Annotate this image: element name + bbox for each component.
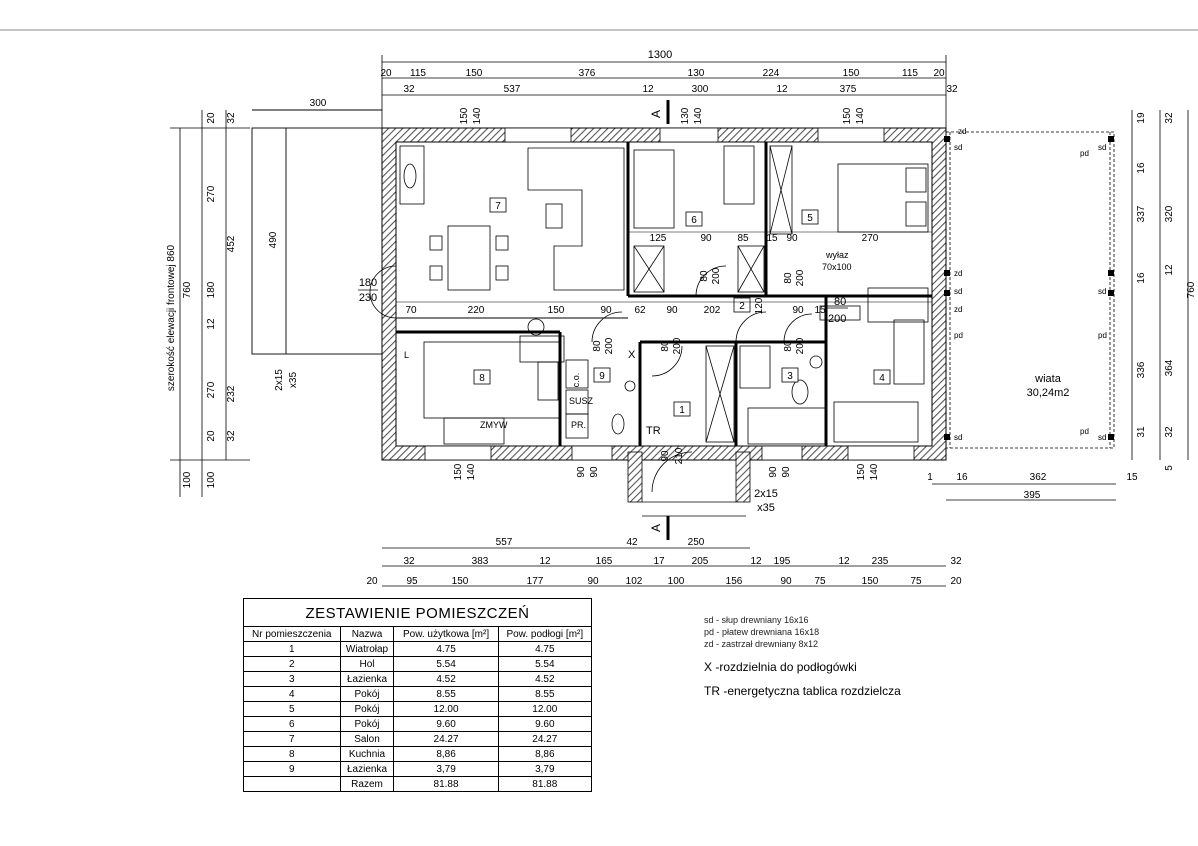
svg-text:ZMYW: ZMYW	[480, 420, 508, 430]
room-schedule-table	[243, 598, 592, 792]
svg-text:150: 150	[465, 68, 483, 79]
left-dims-text	[182, 112, 237, 488]
svg-text:zd: zd	[954, 305, 963, 314]
legend-pd: pd - płatew drewniana 16x18	[704, 627, 820, 637]
svg-text:zd: zd	[958, 127, 967, 136]
svg-text:80: 80	[592, 340, 603, 352]
svg-text:20: 20	[206, 430, 217, 442]
svg-text:760: 760	[182, 281, 193, 299]
terrace-dims-text	[927, 472, 1138, 501]
legend-tr: TR -energetyczna tablica rozdzielcza	[704, 684, 901, 698]
legend-x: X -rozdzielnia do podłogówki	[704, 660, 857, 674]
svg-text:pd: pd	[1098, 331, 1107, 340]
top-dims-row2	[403, 84, 958, 95]
terrace-area: 30,24m2	[1026, 387, 1070, 399]
svg-text:pd: pd	[954, 331, 963, 340]
svg-text:165: 165	[595, 556, 613, 567]
svg-text:90: 90	[786, 233, 798, 244]
top-dims-row1	[380, 68, 945, 79]
svg-text:sd: sd	[954, 143, 963, 152]
svg-text:150: 150	[861, 576, 879, 587]
svg-text:250: 250	[687, 537, 705, 548]
header-number: Nr pomieszczenia	[244, 627, 341, 642]
svg-text:90: 90	[666, 305, 678, 316]
legend-zd: zd - zastrzał drewniany 8x12	[704, 639, 819, 649]
svg-text:12: 12	[1164, 264, 1175, 276]
svg-text:TR: TR	[646, 425, 661, 437]
svg-text:SUSZ: SUSZ	[569, 396, 594, 406]
bottom-dims-row2	[403, 556, 962, 567]
svg-text:80: 80	[699, 270, 710, 282]
svg-text:200: 200	[795, 337, 806, 355]
svg-text:102: 102	[625, 576, 643, 587]
table-row: 9 Łazienka 3,79 3,79	[244, 762, 592, 777]
svg-text:200: 200	[672, 337, 683, 355]
svg-text:270: 270	[206, 185, 217, 203]
room-9-number: 9	[599, 371, 605, 382]
terrace-name: wiata	[1035, 373, 1061, 385]
svg-text:90: 90	[780, 576, 792, 587]
svg-text:383: 383	[471, 556, 489, 567]
svg-text:sd: sd	[1098, 143, 1107, 152]
room-6-number: 6	[691, 215, 697, 226]
room-5-number: 5	[807, 213, 813, 224]
legend-sd: sd - słup drewniany 16x16	[704, 615, 809, 625]
svg-text:32: 32	[950, 556, 962, 567]
door-200-label: 200	[828, 313, 847, 325]
svg-text:90: 90	[660, 450, 671, 462]
svg-text:pd: pd	[1080, 427, 1089, 436]
svg-text:15: 15	[1126, 472, 1138, 483]
room-7-number: 7	[495, 201, 501, 212]
svg-text:177: 177	[526, 576, 544, 587]
svg-text:150: 150	[856, 463, 867, 481]
svg-text:12: 12	[642, 84, 654, 95]
svg-text:395: 395	[1023, 490, 1041, 501]
table-row: 7 Salon 24.27 24.27	[244, 732, 592, 747]
porch-depth: 490	[268, 231, 279, 249]
svg-text:205: 205	[691, 556, 709, 567]
table-row: 4 Pokój 8.55 8.55	[244, 687, 592, 702]
bottom-dims-row1	[496, 537, 705, 548]
svg-text:150: 150	[547, 305, 565, 316]
svg-text:270: 270	[861, 233, 879, 244]
svg-text:16: 16	[1136, 272, 1147, 284]
svg-text:376: 376	[578, 68, 596, 79]
svg-text:62: 62	[634, 305, 646, 316]
svg-text:31: 31	[1136, 426, 1147, 438]
svg-text:75: 75	[910, 576, 922, 587]
svg-text:A: A	[649, 109, 663, 119]
svg-text:235: 235	[871, 556, 889, 567]
table-row: 5 Pokój 12.00 12.00	[244, 702, 592, 717]
svg-text:20: 20	[380, 68, 392, 79]
svg-text:320: 320	[1164, 205, 1175, 223]
svg-text:90: 90	[587, 576, 599, 587]
svg-text:140: 140	[855, 107, 866, 125]
porch-steps-b: x35	[288, 371, 299, 389]
svg-text:80: 80	[660, 340, 671, 352]
porch-width: 300	[309, 98, 327, 109]
side-elevation-label: szerokość elewacji frontowej 860	[166, 244, 177, 392]
svg-text:sd: sd	[954, 287, 963, 296]
svg-text:32: 32	[1164, 112, 1175, 124]
svg-text:12: 12	[206, 318, 217, 330]
svg-text:150: 150	[842, 107, 853, 125]
svg-text:202: 202	[703, 305, 721, 316]
svg-text:150: 150	[459, 107, 470, 125]
svg-text:80: 80	[783, 272, 794, 284]
svg-text:180: 180	[206, 281, 217, 299]
svg-text:140: 140	[466, 463, 477, 481]
svg-text:232: 232	[226, 385, 237, 403]
porch-steps-a: 2x15	[274, 369, 285, 391]
svg-text:150: 150	[451, 576, 469, 587]
svg-text:c.o.: c.o.	[571, 372, 581, 388]
svg-text:115: 115	[410, 68, 426, 79]
header-usable-area: Pow. użytkowa [m²]	[394, 627, 498, 642]
svg-text:sd: sd	[954, 433, 963, 442]
svg-text:120: 120	[754, 297, 765, 315]
svg-text:20: 20	[950, 576, 962, 587]
svg-text:95: 95	[406, 576, 418, 587]
svg-text:12: 12	[539, 556, 551, 567]
svg-text:125: 125	[649, 233, 667, 244]
svg-text:80: 80	[783, 340, 794, 352]
legend	[704, 614, 901, 698]
svg-text:85: 85	[737, 233, 749, 244]
svg-text:5: 5	[1164, 465, 1175, 471]
svg-text:1: 1	[927, 472, 933, 483]
svg-text:19: 19	[1136, 112, 1147, 124]
svg-text:362: 362	[1029, 472, 1047, 483]
svg-text:140: 140	[472, 107, 483, 125]
svg-text:wyłaz: wyłaz	[826, 250, 849, 260]
svg-text:220: 220	[467, 305, 485, 316]
svg-text:100: 100	[206, 471, 217, 489]
svg-text:L: L	[404, 350, 410, 360]
left-window-h: 230	[358, 292, 378, 304]
exterior-walls	[382, 128, 946, 460]
svg-text:32: 32	[946, 84, 958, 95]
svg-text:pd: pd	[1080, 149, 1089, 158]
svg-text:90: 90	[792, 305, 804, 316]
table-title: ZESTAWIENIE POMIESZCZEŃ	[243, 598, 592, 626]
svg-text:32: 32	[1164, 426, 1175, 438]
room-3-number: 3	[787, 371, 793, 382]
svg-text:42: 42	[626, 537, 638, 548]
svg-text:70x100: 70x100	[822, 262, 852, 272]
table-row: 6 Pokój 9.60 9.60	[244, 717, 592, 732]
svg-text:452: 452	[226, 235, 237, 253]
svg-text:20: 20	[933, 68, 945, 79]
svg-text:32: 32	[226, 430, 237, 442]
svg-text:100: 100	[667, 576, 685, 587]
svg-text:16: 16	[1136, 162, 1147, 174]
door-80-label: 80	[834, 296, 847, 308]
svg-text:156: 156	[725, 576, 743, 587]
svg-text:sd: sd	[1098, 433, 1107, 442]
svg-text:200: 200	[604, 337, 615, 355]
svg-text:375: 375	[839, 84, 857, 95]
svg-text:90: 90	[768, 466, 779, 478]
svg-text:70: 70	[405, 305, 417, 316]
room-8-number: 8	[479, 373, 485, 384]
svg-text:15: 15	[814, 305, 826, 316]
svg-text:32: 32	[403, 556, 415, 567]
svg-text:364: 364	[1164, 359, 1175, 377]
left-window-w: 180	[358, 277, 378, 289]
bottom-dims-row3	[366, 576, 962, 587]
svg-text:X: X	[628, 349, 636, 361]
svg-text:12: 12	[838, 556, 850, 567]
svg-text:537: 537	[503, 84, 521, 95]
entry-steps-b: x35	[757, 502, 775, 514]
overall-width-label: 1300	[647, 49, 673, 61]
svg-text:20: 20	[206, 112, 217, 124]
room-4-number: 4	[879, 373, 885, 384]
svg-text:32: 32	[403, 84, 415, 95]
svg-text:90: 90	[589, 466, 600, 478]
svg-text:195: 195	[773, 556, 791, 567]
svg-text:zd: zd	[954, 269, 963, 278]
room-schedule	[243, 598, 592, 792]
svg-text:15: 15	[766, 233, 778, 244]
svg-text:17: 17	[653, 556, 665, 567]
svg-text:140: 140	[693, 107, 704, 125]
room-1-number: 1	[679, 405, 685, 416]
svg-text:90: 90	[576, 466, 587, 478]
svg-text:20: 20	[366, 576, 378, 587]
table-header-row	[244, 627, 592, 642]
svg-text:12: 12	[776, 84, 788, 95]
svg-text:140: 140	[869, 463, 880, 481]
header-floor-area: Pow. podłogi [m²]	[498, 627, 591, 642]
table-row: 8 Kuchnia 8,86 8,86	[244, 747, 592, 762]
table-row: 1 Wiatrołap 4.75 4.75	[244, 642, 592, 657]
svg-text:90: 90	[781, 466, 792, 478]
header-name: Nazwa	[340, 627, 394, 642]
svg-text:A: A	[649, 523, 663, 533]
table-total-row: Razem 81.88 81.88	[244, 777, 592, 792]
svg-text:557: 557	[495, 537, 513, 548]
svg-text:760: 760	[1186, 281, 1197, 299]
table-row: 2 Hol 5.54 5.54	[244, 657, 592, 672]
svg-text:300: 300	[691, 84, 709, 95]
entry-steps-a: 2x15	[754, 488, 778, 500]
table-row: 3 Łazienka 4.52 4.52	[244, 672, 592, 687]
svg-text:200: 200	[795, 269, 806, 287]
svg-text:90: 90	[700, 233, 712, 244]
svg-text:150: 150	[842, 68, 860, 79]
svg-text:130: 130	[687, 68, 705, 79]
svg-text:210: 210	[674, 447, 685, 465]
svg-text:100: 100	[182, 471, 193, 489]
svg-text:336: 336	[1136, 361, 1147, 379]
svg-text:224: 224	[762, 68, 780, 79]
svg-text:75: 75	[814, 576, 826, 587]
svg-text:270: 270	[206, 381, 217, 399]
terrace	[946, 132, 1114, 448]
svg-text:sd: sd	[1098, 287, 1107, 296]
svg-text:32: 32	[226, 112, 237, 124]
svg-text:90: 90	[600, 305, 612, 316]
svg-text:130: 130	[680, 107, 691, 125]
svg-text:150: 150	[453, 463, 464, 481]
svg-text:PR.: PR.	[571, 420, 587, 430]
svg-text:12: 12	[750, 556, 762, 567]
svg-text:200: 200	[711, 267, 722, 285]
svg-text:16: 16	[956, 472, 968, 483]
room-2-number: 2	[739, 301, 745, 312]
svg-text:115: 115	[902, 68, 918, 79]
svg-text:337: 337	[1136, 205, 1147, 223]
